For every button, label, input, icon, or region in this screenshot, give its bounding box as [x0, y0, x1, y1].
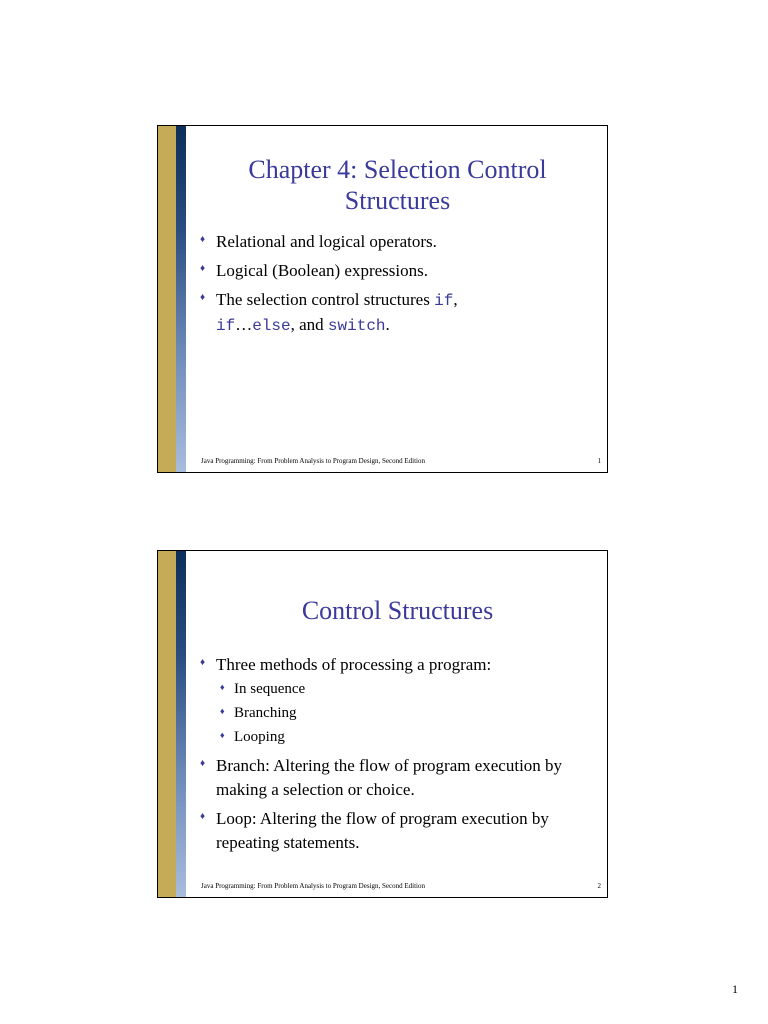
- bullet-item: ♦ Logical (Boolean) expressions.: [196, 259, 599, 283]
- bullet-text: The selection control structures: [216, 290, 435, 309]
- sub-bullet-item: ♦ Branching: [196, 701, 599, 725]
- slide-accent-bar-gold: [158, 551, 176, 897]
- slide-2: [157, 550, 608, 898]
- bullet-item: [196, 288, 599, 338]
- slide-title-line-1: Chapter 4: Selection Control: [248, 155, 547, 184]
- bullet-text: ,: [453, 290, 458, 309]
- slide-title-line-2: Structures: [344, 186, 451, 215]
- slide-title: [196, 154, 599, 216]
- bullet-text: …: [235, 315, 253, 334]
- bullet-text: , and: [290, 315, 328, 334]
- code-keyword-if: if: [434, 292, 454, 310]
- slide-bullet-list: [196, 230, 599, 343]
- slide-title: Control Structures: [301, 596, 494, 625]
- slide-number: 1: [597, 457, 601, 465]
- sub-bullet-group: [196, 677, 599, 749]
- code-keyword-if: if: [216, 317, 236, 335]
- sub-bullet-item: ♦ In sequence: [196, 677, 599, 701]
- slide-bullet-list: [196, 653, 599, 860]
- bullet-item: ♦ Branch: Altering the flow of program execution by making a selection or choice.: [196, 754, 599, 802]
- slide-footer: Java Programming: From Problem Analysis to Program Design, Second Edition: [201, 882, 425, 890]
- bullet-item: ♦ Three methods of processing a program:: [196, 653, 599, 677]
- bullet-text: .: [385, 315, 390, 334]
- slide-accent-bar-blue: [176, 126, 186, 472]
- bullet-item: ♦ Relational and logical operators.: [196, 230, 599, 254]
- sub-bullet-item: ♦ Looping: [196, 725, 599, 749]
- code-keyword-switch: switch: [327, 317, 386, 335]
- bullet-item: ♦ Loop: Altering the flow of program execution by repeating statements.: [196, 807, 599, 855]
- slide-footer: Java Programming: From Problem Analysis to Program Design, Second Edition: [201, 457, 425, 465]
- code-keyword-else: else: [252, 317, 291, 335]
- slide-accent-bar-blue: [176, 551, 186, 897]
- slide-accent-bar-gold: [158, 126, 176, 472]
- page-number: 1: [732, 982, 738, 996]
- slide-1: [157, 125, 608, 473]
- sub-bullet-list: [196, 677, 599, 749]
- slide-number: 2: [597, 882, 601, 890]
